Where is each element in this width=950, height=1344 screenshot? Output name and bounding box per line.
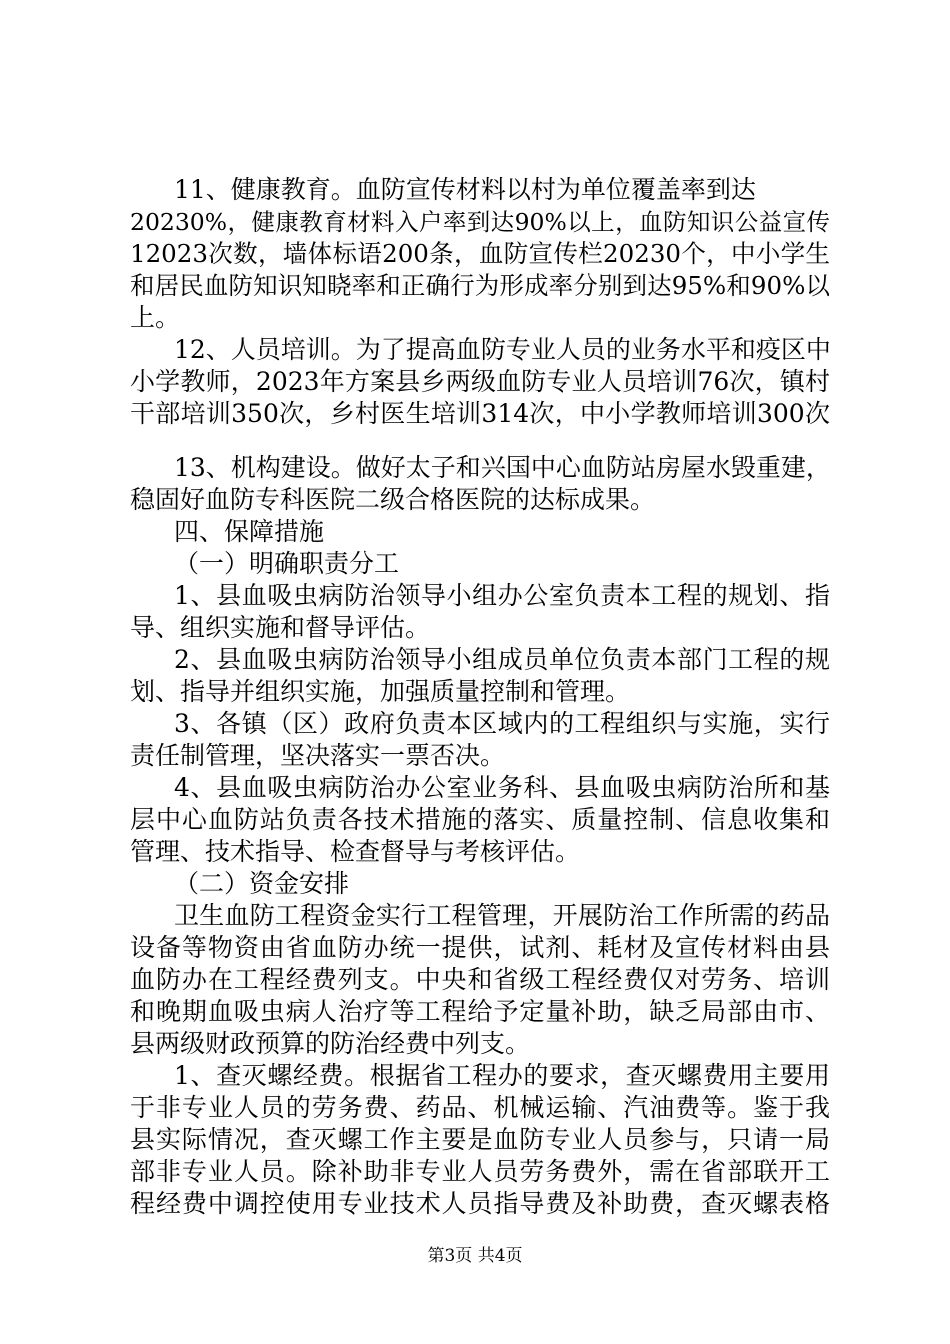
text-line: 和晚期血吸虫病人治疗等工程给予定量补助，缺乏局部由市、 <box>130 997 830 1026</box>
subsection-heading: （二）资金安排 <box>174 869 350 898</box>
text-line: 部非专业人员。除补助非专业人员劳务费外，需在省部联开工 <box>130 1157 830 1186</box>
text-line: 设备等物资由省血防办统一提供，试剂、耗材及宣传材料由县 <box>130 933 830 962</box>
text-line: 县实际情况，查灭螺工作主要是血防专业人员参与，只请一局 <box>130 1125 830 1154</box>
text-line: 干部培训350次，乡村医生培训314次，中小学教师培训300次 <box>130 399 830 428</box>
text-line: 导、组织实施和督导评估。 <box>130 613 431 642</box>
text-line: 1、县血吸虫病防治领导小组办公室负责本工程的规划、指 <box>174 581 830 610</box>
text-line: 卫生血防工程资金实行工程管理，开展防治工作所需的药品 <box>174 901 830 930</box>
section-heading: 四、保障措施 <box>174 517 325 546</box>
text-line: 于非专业人员的劳务费、药品、机械运输、汽油费等。鉴于我 <box>130 1093 830 1122</box>
text-line: 县两级财政预算的防治经费中列支。 <box>130 1029 531 1058</box>
text-line: 1、查灭螺经费。根据省工程办的要求，查灭螺费用主要用 <box>174 1061 830 1090</box>
text-line: 层中心血防站负责各技术措施的落实、质量控制、信息收集和 <box>130 805 830 834</box>
text-line: 管理、技术指导、检查督导与考核评估。 <box>130 837 581 866</box>
subsection-heading: （一）明确职责分工 <box>174 549 400 578</box>
text-line: 血防办在工程经费列支。中央和省级工程经费仅对劳务、培训 <box>130 965 830 994</box>
page-number-footer: 第3页 共4页 <box>427 1246 523 1266</box>
text-line: 上。 <box>130 303 181 332</box>
text-line: 划、指导并组织实施，加强质量控制和管理。 <box>130 677 631 706</box>
text-line: 和居民血防知识知晓率和正确行为形成率分别到达95%和90%以 <box>130 271 830 300</box>
text-line: 3、各镇（区）政府负责本区域内的工程组织与实施，实行 <box>174 709 830 738</box>
text-line: 11、健康教育。血防宣传材料以村为单位覆盖率到达 <box>174 175 756 204</box>
text-line: 13、机构建设。做好太子和兴国中心血防站房屋水毁重建， <box>174 453 831 482</box>
text-line: 20230%，健康教育材料入户率到达90%以上，血防知识公益宣传 <box>130 208 830 236</box>
text-line: 责任制管理，坚决落实一票否决。 <box>130 741 506 770</box>
text-line: 4、县血吸虫病防治办公室业务科、县血吸虫病防治所和基 <box>174 773 830 802</box>
text-line: 小学教师，2023年方案县乡两级血防专业人员培训76次，镇村 <box>130 367 830 396</box>
text-line: 12023次数，墙体标语200条，血防宣传栏20230个，中小学生 <box>130 239 830 268</box>
text-line: 程经费中调控使用专业技术人员指导费及补助费，查灭螺表格 <box>130 1189 830 1218</box>
text-line: 稳固好血防专科医院二级合格医院的达标成果。 <box>130 485 656 514</box>
text-line: 12、人员培训。为了提高血防专业人员的业务水平和疫区中 <box>174 335 831 364</box>
text-line: 2、县血吸虫病防治领导小组成员单位负责本部门工程的规 <box>174 645 830 674</box>
